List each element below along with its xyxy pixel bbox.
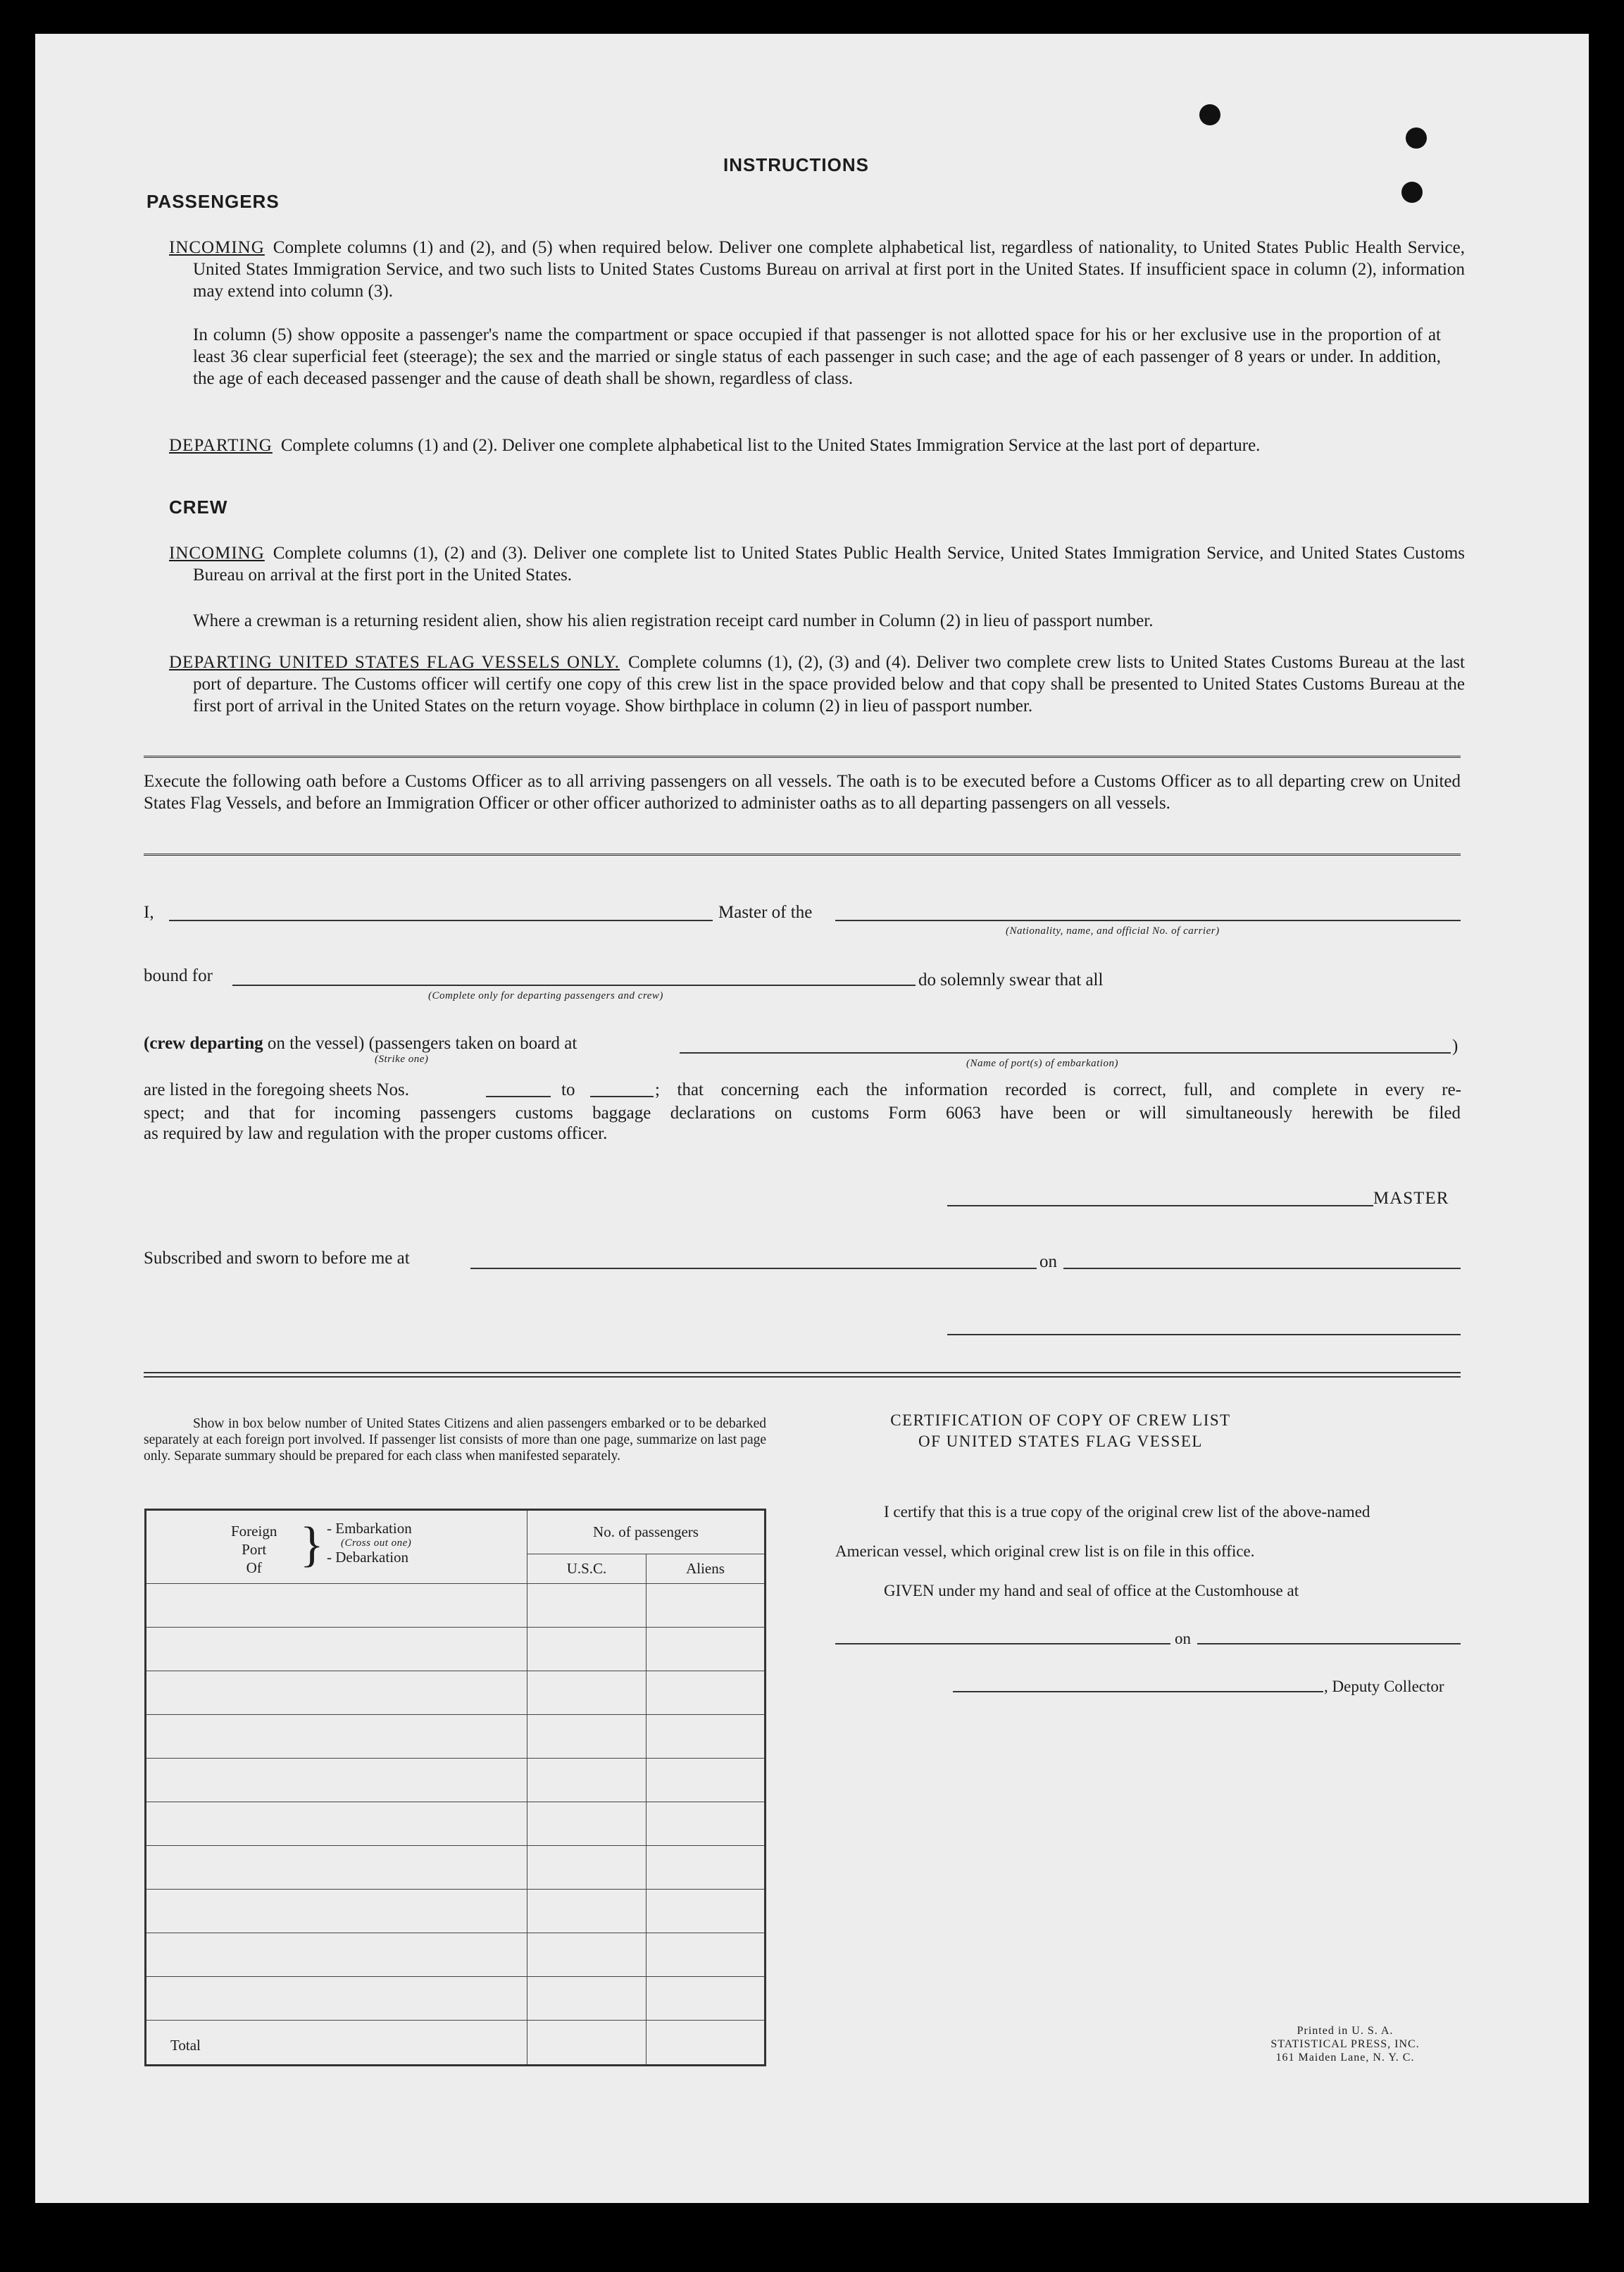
printer-imprint: Printed in U. S. A. STATISTICAL PRESS, INC. 161 Maiden Lane, N. Y. C.	[1270, 2025, 1420, 2064]
passengers-incoming-text: Complete columns (1) and (2), and (5) when required below. Deliver one complete alphabetical list, regardless of nationality, to United States Public Health Service, United States Immigration Service, and two such lists to United States Customs Bureau on arrival at first port in the United States. If insufficient space in column (2), information may extend into column (3).	[193, 238, 1465, 301]
table-row	[146, 1802, 766, 1846]
total-aliens-cell[interactable]	[647, 2020, 766, 2065]
passengers-departing-instruction	[169, 435, 1465, 456]
crew-departing-label: DEPARTING UNITED STATES FLAG VESSELS ONLY.	[169, 653, 620, 672]
on-vessel-text: on the vessel)	[267, 1034, 365, 1053]
usc-header: U.S.C.	[527, 1554, 647, 1584]
to-label: to	[561, 1080, 575, 1099]
bound-for-field[interactable]	[232, 985, 916, 986]
sworn-on-label: on	[1039, 1252, 1057, 1271]
aliens-cell[interactable]	[647, 1890, 766, 1933]
total-usc-cell[interactable]	[527, 2020, 647, 2065]
subscribed-label: Subscribed and sworn to before me at	[144, 1249, 410, 1268]
certification-title: CERTIFICATION OF COPY OF CREW LIST OF UNITED STATES FLAG VESSEL	[890, 1411, 1231, 1450]
punch-hole-2	[1406, 127, 1427, 149]
embarkation-option[interactable]: - Embarkation	[327, 1519, 412, 1537]
aliens-cell[interactable]	[647, 1628, 766, 1671]
master-name-field[interactable]	[169, 920, 713, 921]
table-row	[146, 1759, 766, 1802]
brace-icon: }	[300, 1517, 324, 1572]
table-row	[146, 1715, 766, 1759]
aliens-cell[interactable]	[647, 1976, 766, 2020]
table-row	[146, 1671, 766, 1715]
foreign-port-of-label: Foreign Port Of	[231, 1522, 277, 1576]
passengers-departing-label: DEPARTING	[169, 436, 273, 455]
listed-rest: ; that concerning each the information recorded is correct, full, and complete in every re-	[655, 1080, 1461, 1099]
usc-cell[interactable]	[527, 1802, 647, 1846]
listed-line2: spect; and that for incoming passengers customs baggage declarations on customs Form 6063 have been or will simultaneously herewith be filed	[144, 1104, 1461, 1123]
crew-resident-alien-instruction: Where a crewman is a returning resident alien, show his alien registration receipt card number in Column (2) in lieu of passport number.	[193, 611, 1154, 630]
oath-intro: Execute the following oath before a Customs Officer as to all arriving passengers on all vessels. The oath is to be executed before a Customs Officer as to all departing crew on United States Flag Vessels, and before an Immigration Officer or other officer authorized to administer oaths as to all departing passengers on all vessels.	[144, 772, 1461, 813]
swear-text: do solemnly swear that all	[918, 970, 1104, 990]
officer-signature-field[interactable]	[947, 1334, 1461, 1335]
listed-line3: as required by law and regulation with the proper customs officer.	[144, 1124, 608, 1143]
usc-cell[interactable]	[527, 1628, 647, 1671]
debarkation-option[interactable]: - Debarkation	[327, 1548, 409, 1566]
sworn-date-field[interactable]	[1063, 1268, 1461, 1269]
listed-start: are listed in the foregoing sheets Nos.	[144, 1080, 409, 1099]
oath-crew-passengers-line	[144, 1034, 577, 1054]
usc-cell[interactable]	[527, 1890, 647, 1933]
crew-departing-instruction	[169, 651, 1465, 717]
passengers-departing-text: Complete columns (1) and (2). Deliver one complete alphabetical list to the United States Immigration Service at the last port of departure.	[280, 436, 1261, 455]
given-text: GIVEN under my hand and seal of office at the Customhouse at	[884, 1582, 1299, 1599]
cert-on-label: on	[1175, 1630, 1191, 1647]
passengers-heading: PASSENGERS	[146, 191, 280, 212]
table-row	[146, 1890, 766, 1933]
customhouse-field[interactable]	[835, 1643, 1170, 1644]
no-passengers-header: No. of passengers	[527, 1510, 766, 1554]
certify-line2: American vessel, which original crew list is on file in this office.	[835, 1542, 1255, 1560]
section-divider-2	[144, 854, 1461, 856]
carrier-field-note: (Nationality, name, and official No. of carrier)	[1006, 925, 1220, 937]
port-cell[interactable]	[146, 1890, 527, 1933]
master-signature-field[interactable]	[947, 1205, 1373, 1206]
oath-i-label: I,	[144, 903, 154, 922]
usc-cell[interactable]	[527, 1671, 647, 1715]
aliens-cell[interactable]	[647, 1715, 766, 1759]
usc-cell[interactable]	[527, 1584, 647, 1628]
usc-cell[interactable]	[527, 1759, 647, 1802]
table-row	[146, 1976, 766, 2020]
passengers-incoming-label: INCOMING	[169, 238, 265, 257]
cert-date-field[interactable]	[1197, 1643, 1461, 1644]
embarkation-port-field[interactable]	[680, 1052, 1451, 1054]
usc-cell[interactable]	[527, 1715, 647, 1759]
port-cell[interactable]	[146, 1584, 527, 1628]
port-cell[interactable]	[146, 1802, 527, 1846]
table-row	[146, 1933, 766, 1976]
section-divider-1	[144, 756, 1461, 758]
bound-for-note: (Complete only for departing passengers and crew)	[428, 990, 663, 1001]
carrier-field[interactable]	[835, 920, 1461, 921]
table-row	[146, 1846, 766, 1890]
section-divider-3	[144, 1372, 1461, 1378]
passengers-incoming-instruction	[169, 237, 1465, 302]
total-label: Total	[146, 2020, 527, 2065]
crew-incoming-label: INCOMING	[169, 544, 265, 563]
passengers-column5-instruction: In column (5) show opposite a passenger's name the compartment or space occupied if that passenger is not allotted space for his or her exclusive use in the proportion of at least 36 clear superficial feet (steerage); the sex and the married or single status of each passenger in such case; and the age of each passenger of 8 years or under. In addition, the age of each deceased passenger and the cause of death shall be shown, regardless of class.	[193, 325, 1441, 388]
table-row	[146, 1584, 766, 1628]
port-cell[interactable]	[146, 1715, 527, 1759]
aliens-cell[interactable]	[647, 1802, 766, 1846]
aliens-cell[interactable]	[647, 1671, 766, 1715]
crew-heading: CREW	[169, 497, 228, 518]
deputy-signature-field[interactable]	[953, 1691, 1323, 1692]
table-row	[146, 1628, 766, 1671]
aliens-cell[interactable]	[647, 1584, 766, 1628]
strike-one-note: (Strike one)	[375, 1054, 429, 1065]
total-row	[146, 2020, 766, 2065]
sworn-place-field[interactable]	[470, 1268, 1037, 1269]
punch-hole-3	[1401, 182, 1423, 203]
close-paren: )	[1452, 1037, 1459, 1056]
port-cell[interactable]	[146, 1671, 527, 1715]
port-cell[interactable]	[146, 1846, 527, 1890]
port-cell[interactable]	[146, 1976, 527, 2020]
port-cell[interactable]	[146, 1628, 527, 1671]
usc-cell[interactable]	[527, 1846, 647, 1890]
bound-for-label: bound for	[144, 966, 213, 985]
summary-instructions: Show in box below number of United States Citizens and alien passengers embarked or to be debarked separately at each foreign port involved. If passenger list consists of more than one page, summarize on last page only. Separate summary should be prepared for each class when manifested separately.	[144, 1416, 766, 1463]
sheet-from-field[interactable]	[486, 1096, 551, 1097]
aliens-cell[interactable]	[647, 1933, 766, 1976]
certify-line1: I certify that this is a true copy of the original crew list of the above-named	[884, 1503, 1370, 1521]
master-of-label: Master of the	[718, 903, 813, 922]
aliens-cell[interactable]	[647, 1846, 766, 1890]
punch-hole-1	[1199, 104, 1220, 125]
master-label: MASTER	[1373, 1189, 1449, 1208]
crew-incoming-instruction	[169, 542, 1465, 586]
crew-departing-option[interactable]: (crew departing	[144, 1034, 263, 1053]
cross-out-note: (Cross out one)	[341, 1537, 412, 1549]
page-title: INSTRUCTIONS	[723, 154, 869, 175]
embarkation-port-note: (Name of port(s) of embarkation)	[966, 1058, 1118, 1069]
port-cell[interactable]	[146, 1759, 527, 1802]
deputy-collector-label: , Deputy Collector	[1324, 1678, 1444, 1695]
sheet-to-field[interactable]	[590, 1096, 654, 1097]
usc-cell[interactable]	[527, 1976, 647, 2020]
port-cell[interactable]	[146, 1933, 527, 1976]
passenger-summary-table	[144, 1509, 766, 2066]
crew-incoming-text: Complete columns (1), (2) and (3). Deliver one complete list to United States Public Health Service, United States Immigration Service, and United States Customs Bureau on arrival at the first port in the United States.	[193, 544, 1465, 585]
aliens-header: Aliens	[647, 1554, 766, 1584]
foreign-port-header	[146, 1510, 527, 1584]
usc-cell[interactable]	[527, 1933, 647, 1976]
crew-departing-text: Complete columns (1), (2), (3) and (4). Deliver two complete crew lists to United States Customs Bureau at the last port of departure. The Customs officer will certify one copy of this crew list in the space provided below and that copy shall be presented to United States Customs Bureau at the first port of arrival in the United States on the return voyage. Show birthplace in column (2) in lieu of passport number.	[193, 653, 1465, 716]
passengers-taken-option[interactable]: (passengers taken on board at	[368, 1034, 577, 1053]
aliens-cell[interactable]	[647, 1759, 766, 1802]
